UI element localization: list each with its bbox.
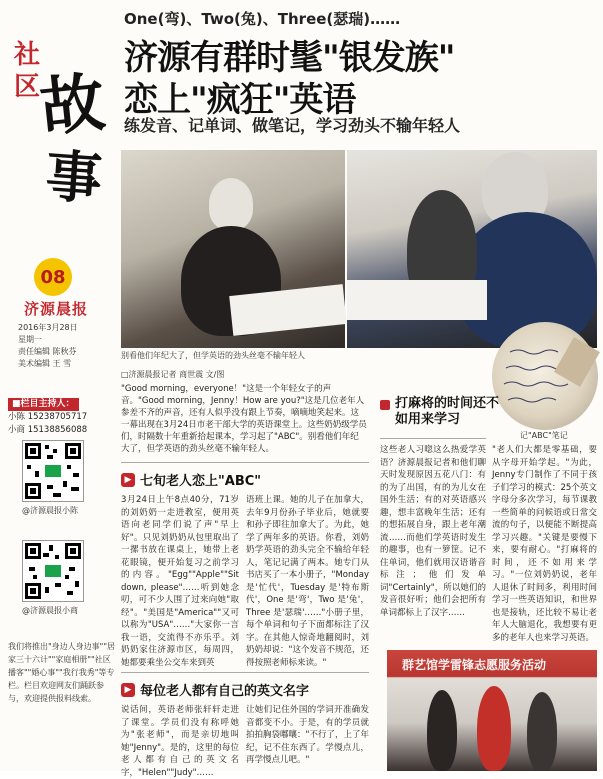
responsible-editor: 责任编辑 陈秋芬: [18, 347, 77, 356]
issue-weekday: 星期一: [18, 335, 42, 344]
section-divider-1: [121, 462, 369, 463]
host-2: 小商 15138856088: [8, 425, 88, 435]
page-number: 08: [34, 258, 72, 296]
column-name-gu: 故: [36, 64, 109, 147]
section-divider-2: [121, 672, 369, 673]
section2-body-col2: 让她们记住外国的学词开准确发音都变不小。于是，有的学员就拍拍胸袋嘟嚷："不行了，上了年纪，记不住东西了。学慢点儿，再学慢点儿吧。": [246, 705, 369, 765]
host-1: 小陈 15238705717: [8, 412, 88, 422]
byline: □济源晨报记者 商世震 文/图: [121, 370, 225, 379]
qr-label-2: @济源晨报小商: [22, 606, 78, 615]
side-body-col2: "老人们大都是零基础，要从字母开始学起。"为此，Jenny专门制作了不同于孩子们学习的模式：25个英文字母分多次学习，每节课教一些简单的问候语或日常交流的句子，以便能不断提高学习兴趣。"关键是要慢下来，要有耐心。"打麻将的时间，还不如用来学习。"一位刘奶奶说，老年人退休了时间多，利用时间学习一些英语知识，和世界也是接轨，还比较不易让老年人大脑退化，我想要有更多的老年人也来学习英语。: [492, 445, 597, 643]
qr-code-1: [22, 440, 84, 502]
section1-icon: ▶: [121, 473, 135, 487]
photo2-desk: [347, 280, 487, 320]
photo-caption: 别看他们年纪大了，但学英语的劲头丝毫不输年轻人: [121, 351, 305, 360]
headline-line-1: 济源有群时髦"银发族": [124, 38, 455, 78]
photo4-person-3: [527, 692, 557, 771]
photo-elderly-woman-writing: [121, 150, 345, 348]
headline-line-2: 恋上"疯狂"英语: [124, 80, 356, 120]
photo4-person-1: [427, 690, 457, 771]
section1-body-col2: 语班上课。她的儿子在加拿大，去年9月份孙子毕业后，她就要和孙子即往加拿大了。为此，她学了两年多的英语。你看，刘奶奶学英语的劲头完全不输给年轻人，笔记记满了两本。她专门从书店买了一本小册子，"Monday 是'忙代'，Tuesday 是'特布斯代'，One 是'弯'，Two 是'兔'，Three 是'瑟瑞'……"小册子里，每个单词和句子下面都标注了汉字。在其他人惊奇地翻阅时，刘奶奶却说："这个发音不规范，还得按照老师标来读。": [246, 495, 369, 668]
event-banner-text: 群艺馆学雷锋志愿服务活动: [402, 658, 547, 672]
section1-heading: [121, 470, 261, 489]
column-name-shi: 事: [43, 143, 104, 213]
hosts-title: ■栏目主持人：: [8, 398, 79, 411]
kicker: One(弯)、Two(兔)、Three(瑟瑞)……: [124, 10, 401, 28]
qr-label-1: @济源晨报小陈: [22, 506, 78, 515]
subheadline: 练发音、记单词、做笔记，学习劲头不输年轻人: [124, 116, 461, 135]
paper-logo: 济源晨报: [24, 300, 89, 318]
section2-body-col1: 说话间，英语老师张轩轩走进了课堂。学员们没有称呼她为"张老师"，而是亲切地叫她"Jenny"。是的，这里的每位老人都有自己的英文名字，"Helen""Judy"……: [121, 705, 239, 778]
photo1-head: [209, 178, 253, 230]
photo3-caption: 记"ABC"笔记: [520, 431, 568, 440]
left-column: [0, 0, 118, 771]
section2-icon: ▶: [121, 683, 135, 697]
photo-classroom: [347, 150, 597, 348]
issue-meta: [18, 322, 114, 370]
section1-title: 七旬老人恋上"ABC": [140, 474, 262, 489]
section2-title: 每位老人都有自己的英文名字: [140, 684, 310, 699]
column-hosts: [8, 398, 114, 437]
side-heading: 打麻将的时间还不如用来学习: [395, 396, 500, 427]
photo-notes-circle: [492, 322, 598, 430]
column-name-qu: 区: [14, 72, 41, 102]
issue-date: 2016年3月28日: [18, 323, 78, 332]
qr-code-2: [22, 540, 84, 602]
art-editor: 美术编辑 王 雪: [18, 359, 72, 368]
section1-body-col1: 3月24日上午8点40分，71岁的刘奶奶一走进教室，便用英语向老同学们说了声"早上好"。只见刘奶奶从包里取出了一摞书放在课桌上，她带上老花眼镜，便开始复习之前学习的内容。"Egg""Apple""Sit down, please"……听到她念叨，可不少人围了过来向她"取经"。"美国是"America""又可以称为"USA"……"大家你一言我一语，交流得不亦乐乎。刘奶奶家住济源市区，每周四，她都要乘坐公交车来到英: [121, 495, 239, 668]
photo4-person-2: [477, 686, 511, 771]
side-body-col1: 这些老人习唿这么热爱学英语？济源晨报记者和他们聊天时发现原因五花八门：有的为了出国，有的为儿女在国外生活；有的对英语感兴趣，想丰富晚年生活；还有的想拓展自身，跟上老年潮流……而他们学英语时发生的趣事，也有一箩筐。记不住单词，他们就用汉语谐音标注；他们发单词"Certainly"，所以她们的发音很好听；他们会把所有单词都标上了汉字……: [380, 445, 486, 618]
column-name: [6, 14, 109, 214]
section2-heading: [121, 680, 309, 699]
side-divider: [380, 438, 486, 439]
column-name-she: 社: [14, 40, 41, 70]
intro-paragraph: "Good morning，everyone！"这是一个年轻女子的声音。"Good morning，Jenny！How are you?"这是几位老年人参差不齐的声音，还有人似乎没有跟上节奏，嘀嘀地笑起来。这一幕出现在3月24日市老干部大学的英语课堂上。这些奶奶级学员们，时隔数十年重新拾起课本，学习起了"ABC"。别看他们年纪大了，但学英语的劲头丝毫不输年轻人。: [121, 384, 367, 454]
promo-text: 我们将推出"身边人身边事""居家三十六计""家庭相册""社区播客""婚心事""我行我秀"等专栏。栏目欢迎网友们踊跃参与，欢迎提供报料线索。: [8, 642, 116, 703]
side-heading-icon: [380, 400, 390, 410]
